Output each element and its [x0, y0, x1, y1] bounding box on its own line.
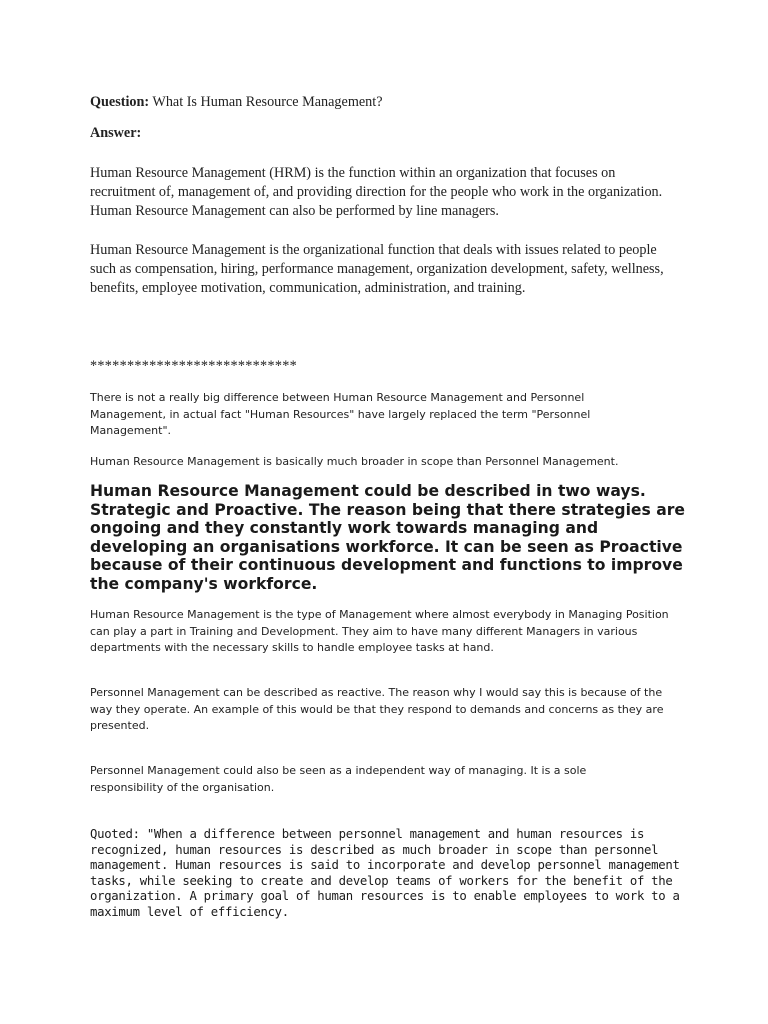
answer-label: Answer:: [90, 125, 142, 141]
personnel-reactive-paragraph: Personnel Management can be described as reactive. The reason why I would say this is because of the way they operate. An example of this would be that they respond to demands and concerns as they are presented.: [90, 686, 664, 732]
question-label: Question:: [90, 94, 150, 110]
hrm-function-paragraph: Human Resource Management is the organizational function that deals with issues related to people such as compensation, hiring, performance management, organization development, safety, wellness, benefits, employee motivation, communication, administration, and training.: [90, 242, 664, 296]
strategic-proactive-heading: Human Resource Management could be described in two ways. Strategic and Proactive. The reason being that there strategies are ongoing and they constantly work towards managing and developing an organisations workforce. It can be seen as Proactive because of their continuous development and functions to improve the company's workforce.: [90, 482, 685, 593]
scope-paragraph: Human Resource Management is basically much broader in scope than Personnel Management.: [90, 455, 619, 468]
difference-paragraph: There is not a really big difference between Human Resource Management and Personnel Management, in actual fact "Human Resources" have largely replaced the term "Personnel Management".: [90, 391, 591, 437]
management-type-paragraph: Human Resource Management is the type of Management where almost everybody in Managing Position can play a part in Training and Development. They aim to have many different Managers in various departments with the necessary skills to handle employee tasks at hand.: [90, 608, 669, 654]
question-line: [90, 93, 680, 112]
separator-line: ****************************: [90, 358, 298, 374]
hrm-definition-paragraph: Human Resource Management (HRM) is the function within an organization that focuses on recruitment of, management of, and providing direction for the people who work in the organization. Human Resource Management can also be performed by line managers.: [90, 165, 663, 219]
question-text: What Is Human Resource Management?: [152, 94, 383, 110]
quoted-paragraph: Quoted: "When a difference between personnel management and human resources is recognized, human resources is described as much broader in scope than personnel management. Human resources is said to incorporate and develop personnel management tasks, while seeking to create and develop teams of workers for the benefit of the organization. A primary goal of human resources is to enable employees to work to a maximum level of efficiency.: [90, 827, 680, 919]
personnel-independent-paragraph: Personnel Management could also be seen as a independent way of managing. It is a sole responsibility of the organisation.: [90, 764, 587, 794]
